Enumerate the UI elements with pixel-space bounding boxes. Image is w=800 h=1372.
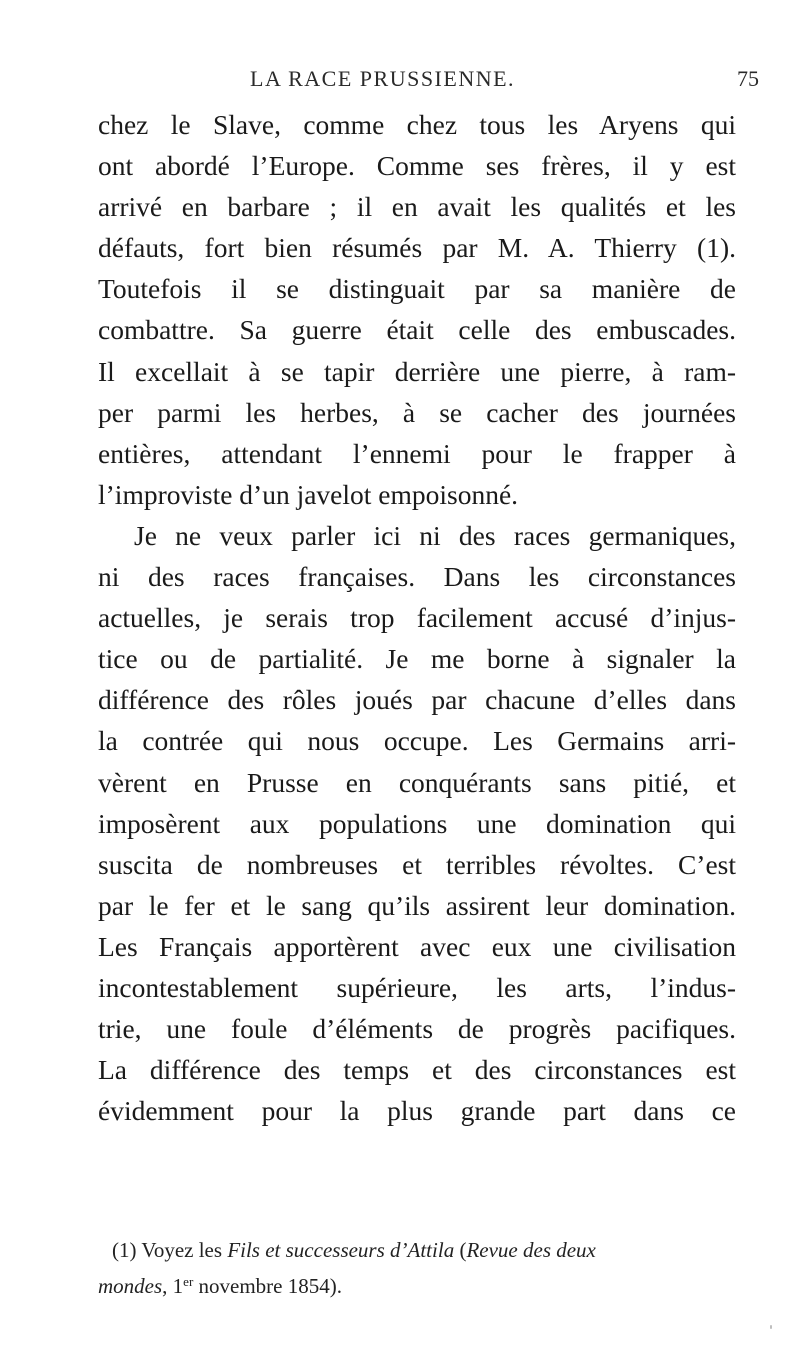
text-line: la contrée qui nous occupe. Les Germains arri- — [98, 725, 736, 757]
footnote — [98, 1234, 718, 1302]
text-line: Les Français apportèrent avec eux une civilisation — [98, 930, 736, 962]
text-line: arrivé en barbare ; il en avait les qualités et les — [98, 191, 736, 223]
text-line: actuelles, je serais trop facilement accusé d’injus- — [98, 602, 736, 634]
text-line: défauts, fort bien résumés par M. A. Thierry (1). — [98, 232, 736, 264]
footnote-journal-cont: mondes — [98, 1274, 163, 1298]
text-line: différence des rôles joués par chacune d’elles dans — [98, 684, 736, 716]
footnote-lead: Voyez les — [141, 1238, 223, 1262]
text-line: par le fer et le sang qu’ils assirent leur domination. — [98, 889, 736, 921]
footnote-day-suffix: er — [183, 1274, 194, 1289]
text-line: trie, une foule d’éléments de progrès pacifiques. — [98, 1013, 736, 1045]
text-line: ni des races françaises. Dans les circonstances — [98, 561, 736, 593]
text-line: chez le Slave, comme chez tous les Aryens qui — [98, 109, 736, 140]
text-line: Je ne veux parler ici ni des races germaniques, — [134, 519, 736, 551]
text-line: incontestablement supérieure, les arts, l’indus- — [98, 971, 736, 1003]
footnote-paren: ( — [459, 1238, 467, 1262]
text-line: tice ou de partialité. Je me borne à signaler la — [98, 643, 736, 675]
text-line: La différence des temps et des circonstances est — [98, 1054, 736, 1086]
body-text — [98, 104, 736, 1131]
text-line: Toutefois il se distinguait par sa manière de — [98, 273, 736, 305]
footnote-date: novembre 1854). — [198, 1274, 342, 1298]
text-line: combattre. Sa guerre était celle des embuscades. — [98, 314, 736, 346]
running-title: LA RACE PRUSSIENNE. — [250, 66, 516, 91]
text-line: per parmi les herbes, à se cacher des journées — [98, 396, 736, 428]
paper-speck — [770, 1325, 772, 1329]
footnote-day: 1 — [172, 1274, 184, 1298]
footnote-line — [98, 1266, 718, 1302]
text-line: ont abordé l’Europe. Comme ses frères, il y est — [98, 150, 736, 182]
text-line: entières, attendant l’ennemi pour le frapper à — [98, 437, 736, 469]
page-number: 75 — [737, 66, 759, 91]
footnote-line — [98, 1234, 718, 1266]
footnote-cited-title: Fils et successeurs d’Attila — [227, 1238, 455, 1262]
footnote-journal: Revue des deux — [466, 1238, 596, 1262]
text-line: imposèrent aux populations une domination qui — [98, 807, 736, 839]
running-head — [0, 66, 800, 96]
footnote-comma: , — [162, 1274, 168, 1298]
text-line: l’improviste d’un javelot empoisonné. — [98, 478, 519, 510]
footnote-marker: (1) — [112, 1238, 137, 1262]
text-line: Il excellait à se tapir derrière une pierre, à ram- — [98, 355, 736, 387]
text-line: évidemment pour la plus grande part dans ce — [98, 1095, 736, 1127]
text-line: vèrent en Prusse en conquérants sans pitié, et — [98, 766, 736, 798]
text-line: suscita de nombreuses et terribles révoltes. C’est — [98, 848, 736, 880]
